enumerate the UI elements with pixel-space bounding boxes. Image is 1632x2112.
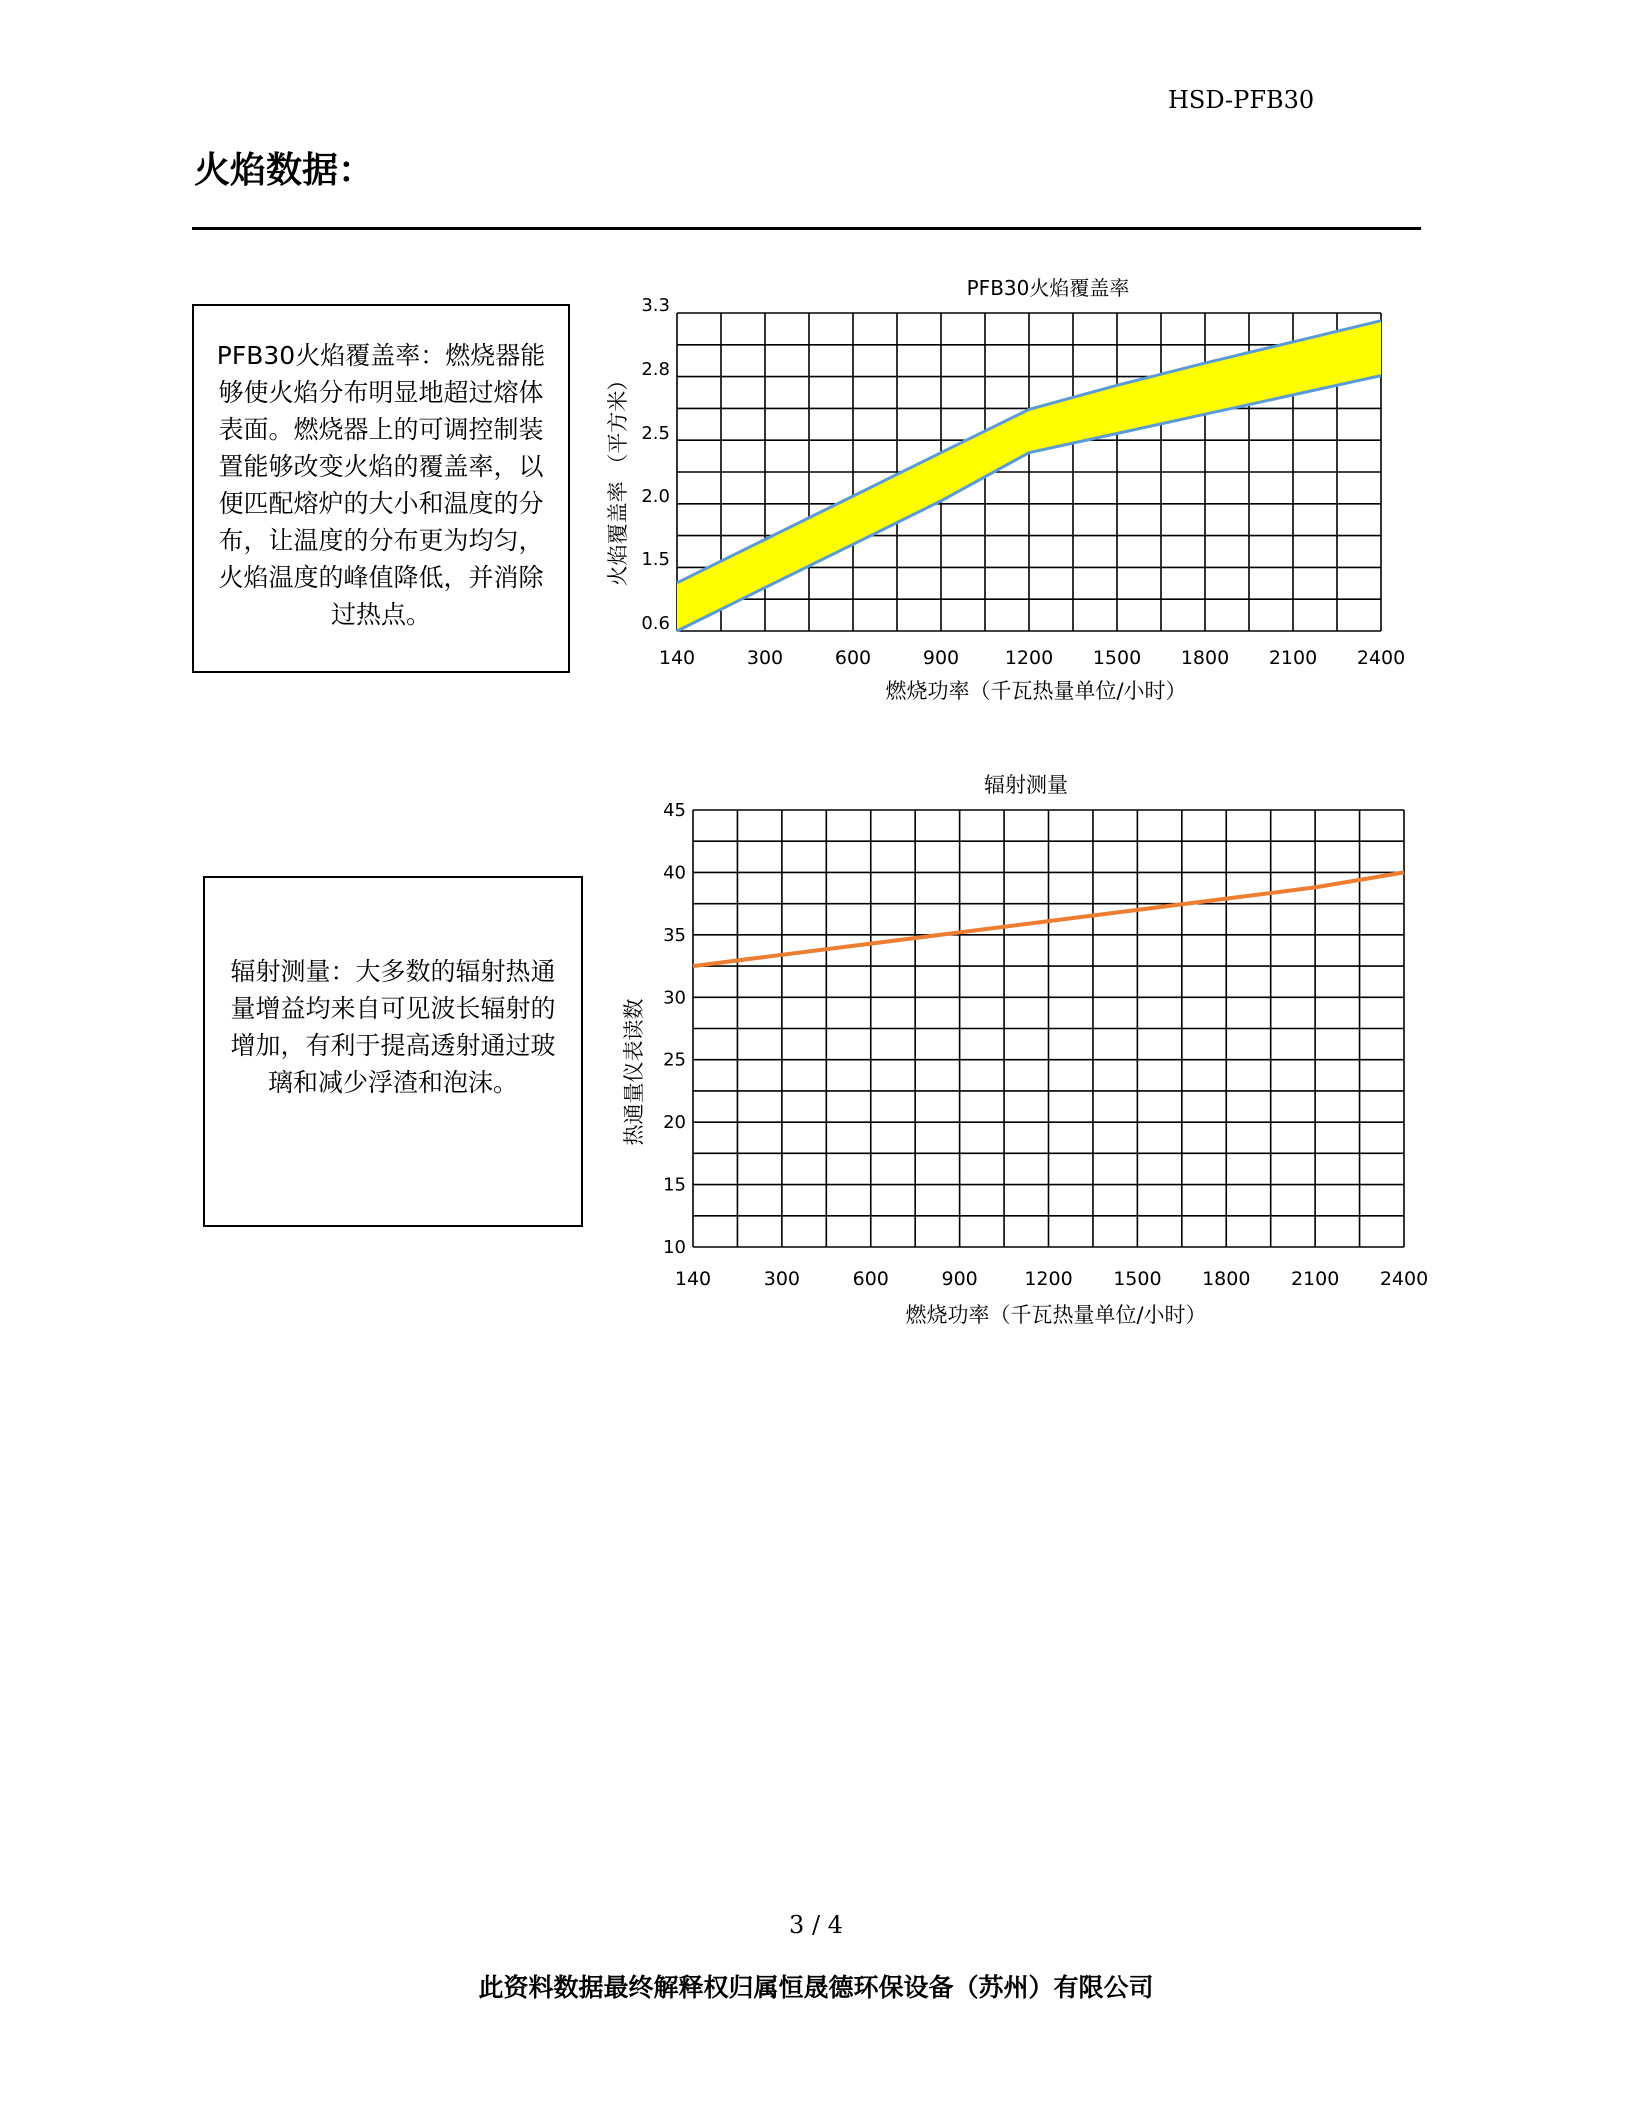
- flame-y-tick-label: 1.5: [641, 549, 670, 570]
- radiation-y-tick-label: 10: [663, 1237, 686, 1258]
- radiation-x-tick-label: 600: [852, 1268, 889, 1290]
- flame-x-tick-label: 140: [658, 647, 696, 669]
- flame-y-tick-label: 2.8: [641, 359, 670, 380]
- flame-x-tick-label: 1200: [1004, 647, 1054, 669]
- radiation-chart-grid: [693, 810, 1404, 1247]
- radiation-y-tick-label: 40: [663, 862, 686, 884]
- radiation-chart-y-label: 热通量仪表读数: [622, 998, 646, 1146]
- flame-y-tick-label: 2.0: [641, 486, 670, 507]
- radiation-chart-title: 辐射测量: [984, 773, 1068, 797]
- flame-x-tick-label: 2100: [1268, 647, 1318, 669]
- page-number: 3 / 4: [789, 1911, 843, 1939]
- flame-y-tick-label: 2.5: [641, 423, 670, 444]
- radiation-x-tick-label: 140: [674, 1268, 712, 1290]
- flame-chart-x-label: 燃烧功率（千瓦热量单位/小时）: [885, 679, 1187, 703]
- radiation-description: 辐射测量：大多数的辐射热通量增益均来自可见波长辐射的增加，有利于提高透射通过玻璃和减少浮渣和泡沫。: [230, 956, 556, 1097]
- flame-x-tick-label: 1800: [1180, 647, 1230, 669]
- radiation-y-tick-label: 25: [663, 1049, 686, 1071]
- radiation-chart: [622, 773, 1428, 1327]
- footer-company-notice: 此资料数据最终解释权归属恒晟德环保设备（苏州）有限公司: [478, 1973, 1154, 2002]
- flame-x-tick-label: 300: [746, 647, 784, 669]
- flame-x-tick-label: 900: [922, 647, 960, 669]
- radiation-x-tick-label: 2100: [1290, 1268, 1340, 1290]
- radiation-y-tick-label: 15: [663, 1174, 686, 1196]
- radiation-x-tick-label: 1200: [1024, 1268, 1073, 1290]
- flame-coverage-description: PFB30火焰覆盖率：燃烧器能够使火焰分布明显地超过熔体表面。燃烧器上的可调控制装置能够改变火焰的覆盖率，以便匹配熔炉的大小和温度的分布，让温度的分布更为均匀，火焰温度的峰值降低，并消除过热点。: [216, 340, 546, 629]
- radiation-y-tick-label: 30: [663, 987, 686, 1009]
- flame-chart-title: PFB30火焰覆盖率: [966, 276, 1130, 300]
- radiation-x-tick-label: 300: [763, 1268, 801, 1290]
- flame-y-tick-label: 3.3: [641, 295, 670, 316]
- flame-chart-y-label: 火焰覆盖率 （平方米）: [606, 369, 630, 587]
- radiation-x-tick-label: 2400: [1379, 1268, 1429, 1290]
- flame-coverage-chart: [606, 276, 1405, 703]
- flame-x-tick-label: 1500: [1092, 647, 1142, 669]
- document-code: HSD-PFB30: [1168, 86, 1315, 114]
- flame-x-tick-label: 600: [834, 647, 872, 669]
- radiation-y-tick-label: 20: [663, 1112, 686, 1134]
- radiation-x-tick-label: 1800: [1202, 1268, 1251, 1290]
- flame-y-tick-label: 0.6: [641, 613, 670, 634]
- radiation-x-tick-label: 1500: [1113, 1268, 1162, 1290]
- radiation-y-tick-label: 35: [663, 924, 686, 946]
- radiation-chart-x-label: 燃烧功率（千瓦热量单位/小时）: [905, 1303, 1207, 1327]
- flame-x-tick-label: 2400: [1356, 647, 1406, 669]
- radiation-y-tick-label: 45: [663, 800, 686, 821]
- page-title: 火焰数据：: [194, 150, 375, 191]
- radiation-x-tick-label: 900: [941, 1268, 978, 1290]
